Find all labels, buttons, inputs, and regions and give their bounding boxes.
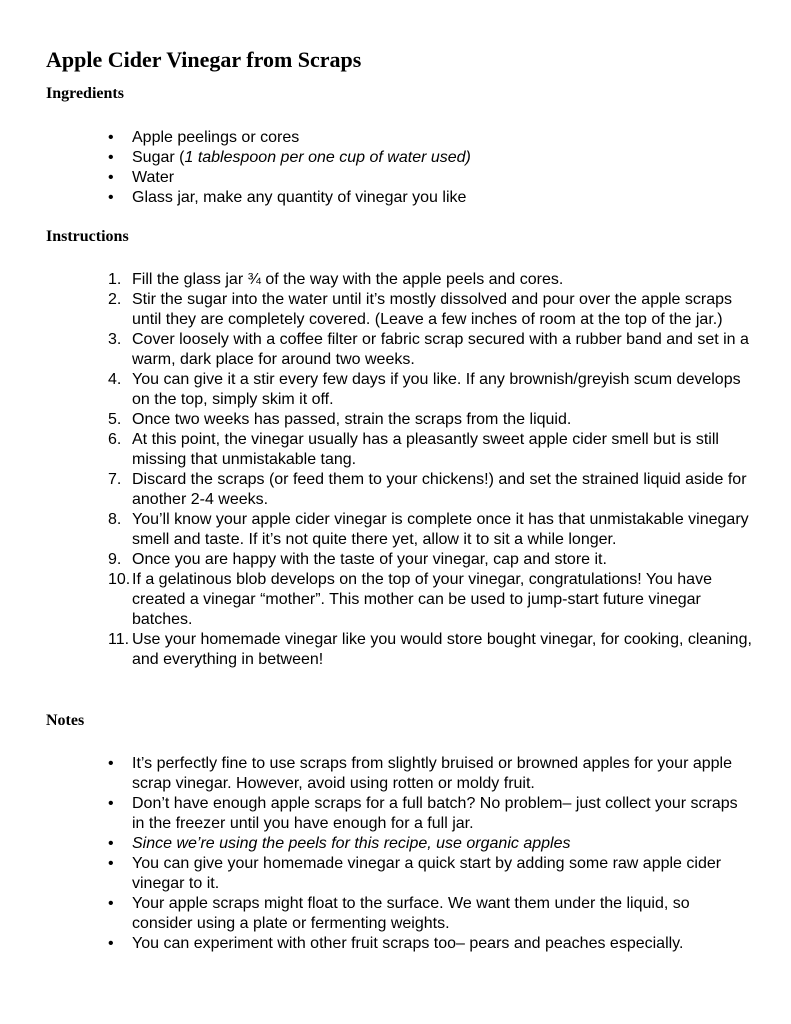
step-text: Once you are happy with the taste of your vinegar, cap and store it.	[132, 551, 607, 568]
step-text: You’ll know your apple cider vinegar is complete once it has that unmistakable vinegary smell and taste. If it’s not quite there yet, allow it to sit a while longer.	[132, 511, 749, 548]
instructions-heading: Instructions	[46, 228, 129, 245]
instruction-step	[0, 570, 752, 630]
ingredients-list	[0, 128, 791, 208]
ingredient-item	[0, 128, 752, 148]
ingredient-note: 1 tablespoon per one cup of water used)	[184, 149, 471, 166]
bullet-icon: •	[108, 855, 114, 872]
step-text: Once two weeks has passed, strain the scraps from the liquid.	[132, 411, 572, 428]
step-number: 9.	[108, 551, 122, 568]
note-item	[0, 854, 752, 894]
step-number: 6.	[108, 431, 122, 448]
note-text: Your apple scraps might float to the surface. We want them under the liquid, so consider using a plate or fermenting weights.	[132, 895, 690, 932]
notes-heading: Notes	[46, 712, 85, 729]
instruction-step	[0, 410, 752, 430]
instruction-step	[0, 330, 752, 370]
step-text: Cover loosely with a coffee filter or fabric scrap secured with a rubber band and set in a warm, dark place for around two weeks.	[132, 331, 749, 368]
note-text: It’s perfectly fine to use scraps from slightly bruised or browned apples for your apple scrap vinegar. However, avoid using rotten or moldy fruit.	[132, 755, 732, 792]
instruction-step	[0, 630, 752, 670]
notes-list	[0, 754, 791, 954]
bullet-icon: •	[108, 169, 114, 186]
instruction-step	[0, 290, 752, 330]
step-text: Use your homemade vinegar like you would store bought vinegar, for cooking, cleaning, and everything in between!	[132, 631, 752, 668]
note-item	[0, 834, 752, 854]
step-text: At this point, the vinegar usually has a pleasantly sweet apple cider smell but is still missing that unmistakable tang.	[132, 431, 719, 468]
bullet-icon: •	[108, 755, 114, 772]
bullet-icon: •	[108, 935, 114, 952]
ingredient-text: Sugar (	[132, 149, 185, 166]
step-number: 11.	[108, 631, 130, 648]
step-number: 8.	[108, 511, 122, 528]
note-text: Since we’re using the peels for this recipe, use organic apples	[132, 835, 571, 852]
step-text: You can give it a stir every few days if you like. If any brownish/greyish scum develops on the top, simply skim it off.	[132, 371, 741, 408]
note-text: You can give your homemade vinegar a quick start by adding some raw apple cider vinegar to it.	[132, 855, 722, 892]
ingredient-text: Water	[132, 169, 175, 186]
step-text: Stir the sugar into the water until it’s mostly dissolved and pour over the apple scraps until they are completely covered. (Leave a few inches of room at the top of the jar.)	[132, 291, 733, 328]
instructions-list	[0, 270, 791, 670]
instruction-step	[0, 550, 752, 570]
bullet-icon: •	[108, 129, 114, 146]
step-number: 5.	[108, 411, 122, 428]
instruction-step	[0, 510, 752, 550]
bullet-icon: •	[108, 895, 114, 912]
document-title: Apple Cider Vinegar from Scraps	[46, 47, 362, 72]
note-text: Don’t have enough apple scraps for a full batch? No problem– just collect your scraps in the freezer until you have enough for a full jar.	[132, 795, 738, 832]
instruction-step	[0, 370, 752, 410]
note-text: You can experiment with other fruit scraps too– pears and peaches especially.	[132, 935, 684, 952]
ingredient-text: Apple peelings or cores	[132, 129, 300, 146]
ingredient-text: Glass jar, make any quantity of vinegar you like	[132, 189, 467, 206]
ingredient-item	[0, 148, 752, 168]
note-item	[0, 794, 752, 834]
bullet-icon: •	[108, 149, 114, 166]
step-number: 4.	[108, 371, 122, 388]
ingredients-heading: Ingredients	[46, 85, 124, 102]
step-number: 7.	[108, 471, 122, 488]
step-number: 2.	[108, 291, 122, 308]
note-item	[0, 754, 752, 794]
instruction-step	[0, 470, 752, 510]
bullet-icon: •	[108, 835, 114, 852]
step-number: 3.	[108, 331, 122, 348]
ingredient-item	[0, 168, 752, 188]
note-item	[0, 894, 752, 934]
bullet-icon: •	[108, 189, 114, 206]
note-item	[0, 934, 752, 954]
step-number: 10.	[108, 571, 131, 588]
step-text: Fill the glass jar ¾ of the way with the apple peels and cores.	[132, 271, 564, 288]
step-text: Discard the scraps (or feed them to your chickens!) and set the strained liquid aside for another 2-4 weeks.	[132, 471, 747, 508]
step-text: If a gelatinous blob develops on the top of your vinegar, congratulations! You have created a vinegar “mother”. This mother can be used to jump-start future vinegar batches.	[132, 571, 712, 628]
bullet-icon: •	[108, 795, 114, 812]
step-number: 1.	[108, 271, 122, 288]
instruction-step	[0, 270, 752, 290]
ingredient-item	[0, 188, 752, 208]
instruction-step	[0, 430, 752, 470]
